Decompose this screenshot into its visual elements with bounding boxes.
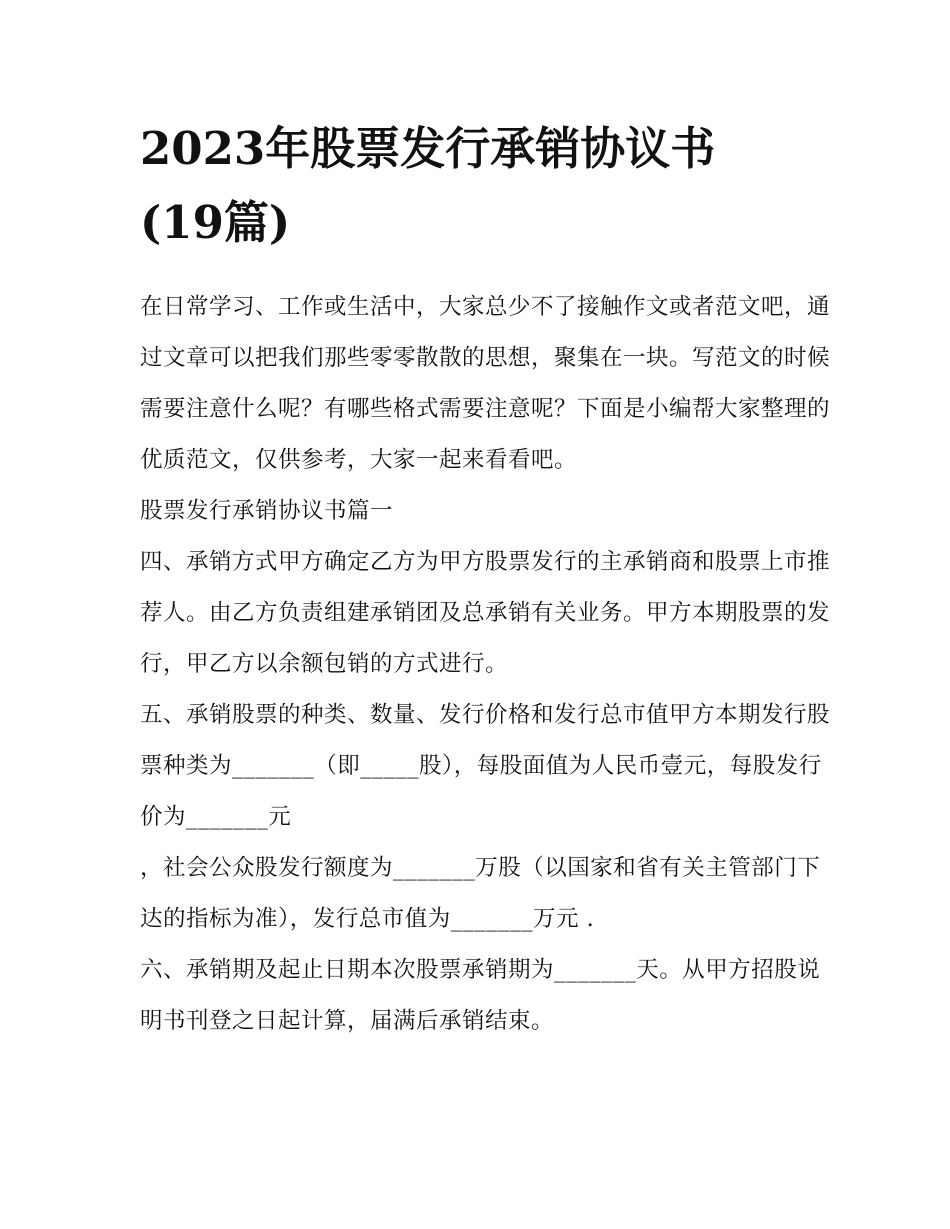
document-title [140,112,830,260]
section-heading: 股票发行承销协议书篇一 [140,498,394,524]
title-line-2: (19篇) [140,196,291,249]
clause-five-continued: ，社会公众股发行额度为_______万股（以国家和省有关主管部门下达的指标为准），发行总市值为_______万元 . [140,855,821,932]
title-line-1: 2023年股票发行承销协议书 [140,122,716,175]
clause-four: 四、承销方式甲方确定乙方为甲方股票发行的主承销商和股票上市推荐人。由乙方负责组建承销团及总承销有关业务。甲方本期股票的发行，甲乙方以余额包销的方式进行。 [140,549,831,677]
intro-paragraph: 在日常学习、工作或生活中，大家总少不了接触作文或者范文吧，通过文章可以把我们那些零零散散的思想，聚集在一块。写范文的时候需要注意什么呢？有哪些格式需要注意呢？下面是小编帮大家整理的优质范文，仅供参考，大家一起来看看吧。 [140,294,831,473]
clause-six: 六、承销期及起止日期本次股票承销期为_______天。从甲方招股说明书刊登之日起计算，届满后承销结束。 [140,957,821,1034]
clause-five: 五、承销股票的种类、数量、发行价格和发行总市值甲方本期发行股票种类为_______（即_____股），每股面值为人民币壹元，每股发行价为_______元 [140,702,831,830]
document-page [140,112,830,1047]
document-body [140,282,830,1047]
